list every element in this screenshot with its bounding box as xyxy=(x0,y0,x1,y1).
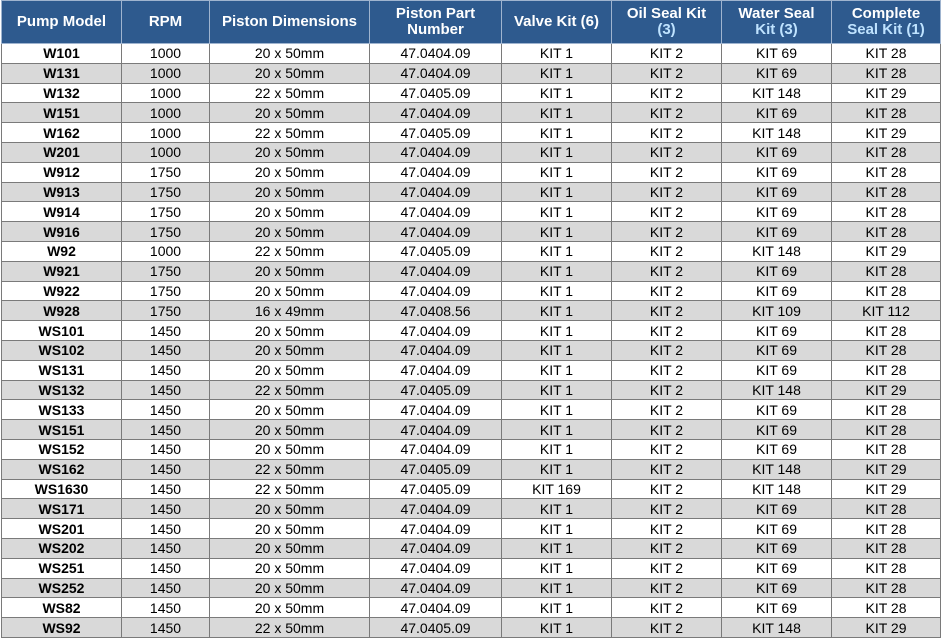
rpm-cell: 1450 xyxy=(122,459,210,479)
piston-dimensions-cell: 20 x 50mm xyxy=(210,222,370,242)
rpm-cell: 1000 xyxy=(122,63,210,83)
piston-part-number-cell: 47.0404.09 xyxy=(370,598,502,618)
water-seal-kit-cell: KIT 148 xyxy=(722,241,832,261)
header-label: Piston Part xyxy=(395,5,476,22)
valve-kit-cell: KIT 1 xyxy=(502,598,612,618)
complete-seal-kit-cell: KIT 28 xyxy=(832,360,941,380)
valve-kit-cell: KIT 1 xyxy=(502,241,612,261)
piston-dimensions-cell: 20 x 50mm xyxy=(210,519,370,539)
table-row xyxy=(2,261,941,281)
table-row xyxy=(2,182,941,202)
oil-seal-kit-cell: KIT 2 xyxy=(612,222,722,242)
table-row xyxy=(2,222,941,242)
water-seal-kit-cell: KIT 69 xyxy=(722,558,832,578)
water-seal-kit-cell: KIT 69 xyxy=(722,499,832,519)
piston-part-number-cell: 47.0404.09 xyxy=(370,182,502,202)
rpm-cell: 1750 xyxy=(122,281,210,301)
valve-kit-cell: KIT 1 xyxy=(502,321,612,341)
piston-part-number-cell: 47.0405.09 xyxy=(370,380,502,400)
header-label: RPM xyxy=(148,13,183,30)
piston-dimensions-cell: 20 x 50mm xyxy=(210,103,370,123)
pump-model-cell: WS162 xyxy=(2,459,122,479)
water-seal-kit-cell: KIT 69 xyxy=(722,162,832,182)
piston-dimensions-cell: 20 x 50mm xyxy=(210,281,370,301)
rpm-cell: 1450 xyxy=(122,558,210,578)
table-row xyxy=(2,301,941,321)
piston-dimensions-cell: 16 x 49mm xyxy=(210,301,370,321)
piston-part-number-header xyxy=(370,1,502,44)
valve-kit-cell: KIT 1 xyxy=(502,618,612,638)
water-seal-kit-cell: KIT 148 xyxy=(722,479,832,499)
water-seal-kit-cell: KIT 109 xyxy=(722,301,832,321)
complete-seal-kit-cell: KIT 28 xyxy=(832,281,941,301)
table-row xyxy=(2,340,941,360)
complete-seal-kit-cell: KIT 29 xyxy=(832,123,941,143)
piston-part-number-cell: 47.0404.09 xyxy=(370,400,502,420)
valve-kit-cell: KIT 169 xyxy=(502,479,612,499)
piston-dimensions-cell: 20 x 50mm xyxy=(210,598,370,618)
rpm-cell: 1450 xyxy=(122,439,210,459)
valve-kit-cell: KIT 1 xyxy=(502,340,612,360)
pump-model-cell: WS82 xyxy=(2,598,122,618)
water-seal-kit-cell: KIT 148 xyxy=(722,380,832,400)
piston-part-number-cell: 47.0404.09 xyxy=(370,281,502,301)
complete-seal-kit-cell: KIT 28 xyxy=(832,538,941,558)
water-seal-kit-cell: KIT 69 xyxy=(722,340,832,360)
valve-kit-cell: KIT 1 xyxy=(502,578,612,598)
pump-model-cell: WS133 xyxy=(2,400,122,420)
table-header xyxy=(2,1,941,44)
rpm-cell: 1450 xyxy=(122,360,210,380)
piston-part-number-cell: 47.0404.09 xyxy=(370,103,502,123)
water-seal-kit-cell: KIT 69 xyxy=(722,360,832,380)
valve-kit-cell: KIT 1 xyxy=(502,420,612,440)
header-sublabel: (3) xyxy=(657,21,676,38)
pump-model-cell: WS151 xyxy=(2,420,122,440)
table-row xyxy=(2,479,941,499)
complete-seal-kit-cell: KIT 28 xyxy=(832,162,941,182)
complete-seal-kit-cell: KIT 29 xyxy=(832,459,941,479)
rpm-cell: 1450 xyxy=(122,519,210,539)
piston-part-number-cell: 47.0404.09 xyxy=(370,558,502,578)
pump-model-cell: W132 xyxy=(2,83,122,103)
table-row xyxy=(2,44,941,64)
piston-dimensions-cell: 22 x 50mm xyxy=(210,459,370,479)
piston-dimensions-cell: 20 x 50mm xyxy=(210,44,370,64)
complete-seal-kit-cell: KIT 28 xyxy=(832,63,941,83)
valve-kit-cell: KIT 1 xyxy=(502,301,612,321)
oil-seal-kit-cell: KIT 2 xyxy=(612,241,722,261)
piston-part-number-cell: 47.0404.09 xyxy=(370,519,502,539)
water-seal-kit-cell: KIT 69 xyxy=(722,202,832,222)
piston-dimensions-cell: 22 x 50mm xyxy=(210,123,370,143)
water-seal-kit-cell: KIT 148 xyxy=(722,618,832,638)
water-seal-kit-cell: KIT 69 xyxy=(722,222,832,242)
piston-dimensions-cell: 22 x 50mm xyxy=(210,83,370,103)
pump-model-cell: W131 xyxy=(2,63,122,83)
valve-kit-cell: KIT 1 xyxy=(502,63,612,83)
piston-dimensions-cell: 22 x 50mm xyxy=(210,380,370,400)
piston-dimensions-cell: 20 x 50mm xyxy=(210,439,370,459)
pump-model-cell: WS92 xyxy=(2,618,122,638)
table-row xyxy=(2,83,941,103)
oil-seal-kit-cell: KIT 2 xyxy=(612,538,722,558)
rpm-cell: 1450 xyxy=(122,340,210,360)
water-seal-kit-cell: KIT 69 xyxy=(722,400,832,420)
rpm-cell: 1450 xyxy=(122,400,210,420)
valve-kit-cell: KIT 1 xyxy=(502,400,612,420)
water-seal-kit-cell: KIT 69 xyxy=(722,519,832,539)
oil-seal-kit-cell: KIT 2 xyxy=(612,103,722,123)
table-row xyxy=(2,519,941,539)
pump-model-cell: WS1630 xyxy=(2,479,122,499)
pump-model-cell: W912 xyxy=(2,162,122,182)
rpm-cell: 1000 xyxy=(122,83,210,103)
piston-part-number-cell: 47.0404.09 xyxy=(370,340,502,360)
oil-seal-kit-cell: KIT 2 xyxy=(612,44,722,64)
oil-seal-kit-cell: KIT 2 xyxy=(612,499,722,519)
oil-seal-kit-cell: KIT 2 xyxy=(612,182,722,202)
valve-kit-cell: KIT 1 xyxy=(502,380,612,400)
oil-seal-kit-header xyxy=(612,1,722,44)
complete-seal-kit-cell: KIT 29 xyxy=(832,618,941,638)
table-row xyxy=(2,400,941,420)
table-row xyxy=(2,241,941,261)
rpm-cell: 1000 xyxy=(122,44,210,64)
complete-seal-kit-cell: KIT 28 xyxy=(832,420,941,440)
pump-model-cell: WS201 xyxy=(2,519,122,539)
complete-seal-kit-cell: KIT 29 xyxy=(832,83,941,103)
oil-seal-kit-cell: KIT 2 xyxy=(612,578,722,598)
pump-model-cell: WS252 xyxy=(2,578,122,598)
water-seal-kit-cell: KIT 69 xyxy=(722,598,832,618)
rpm-cell: 1750 xyxy=(122,261,210,281)
rpm-cell: 1750 xyxy=(122,182,210,202)
valve-kit-cell: KIT 1 xyxy=(502,499,612,519)
valve-kit-cell: KIT 1 xyxy=(502,123,612,143)
piston-part-number-cell: 47.0404.09 xyxy=(370,420,502,440)
piston-dimensions-cell: 20 x 50mm xyxy=(210,321,370,341)
complete-seal-kit-cell: KIT 28 xyxy=(832,519,941,539)
valve-kit-cell: KIT 1 xyxy=(502,519,612,539)
oil-seal-kit-cell: KIT 2 xyxy=(612,261,722,281)
valve-kit-header xyxy=(502,1,612,44)
table-row xyxy=(2,360,941,380)
rpm-cell: 1000 xyxy=(122,103,210,123)
oil-seal-kit-cell: KIT 2 xyxy=(612,301,722,321)
complete-seal-kit-cell: KIT 28 xyxy=(832,499,941,519)
oil-seal-kit-cell: KIT 2 xyxy=(612,142,722,162)
piston-part-number-cell: 47.0405.09 xyxy=(370,83,502,103)
water-seal-kit-cell: KIT 69 xyxy=(722,321,832,341)
complete-seal-kit-header xyxy=(832,1,941,44)
piston-dimensions-cell: 20 x 50mm xyxy=(210,63,370,83)
table-row xyxy=(2,142,941,162)
complete-seal-kit-cell: KIT 28 xyxy=(832,598,941,618)
piston-dimensions-header xyxy=(210,1,370,44)
rpm-cell: 1450 xyxy=(122,598,210,618)
table-row xyxy=(2,499,941,519)
valve-kit-cell: KIT 1 xyxy=(502,182,612,202)
water-seal-kit-cell: KIT 69 xyxy=(722,63,832,83)
oil-seal-kit-cell: KIT 2 xyxy=(612,63,722,83)
rpm-header xyxy=(122,1,210,44)
rpm-cell: 1450 xyxy=(122,578,210,598)
piston-dimensions-cell: 22 x 50mm xyxy=(210,618,370,638)
piston-dimensions-cell: 20 x 50mm xyxy=(210,558,370,578)
oil-seal-kit-cell: KIT 2 xyxy=(612,420,722,440)
oil-seal-kit-cell: KIT 2 xyxy=(612,479,722,499)
complete-seal-kit-cell: KIT 28 xyxy=(832,103,941,123)
pump-model-cell: W92 xyxy=(2,241,122,261)
header-label: Oil Seal Kit xyxy=(626,5,707,22)
table-row xyxy=(2,578,941,598)
oil-seal-kit-cell: KIT 2 xyxy=(612,360,722,380)
pump-model-cell: W151 xyxy=(2,103,122,123)
piston-part-number-cell: 47.0404.09 xyxy=(370,63,502,83)
valve-kit-cell: KIT 1 xyxy=(502,360,612,380)
rpm-cell: 1000 xyxy=(122,123,210,143)
piston-dimensions-cell: 20 x 50mm xyxy=(210,499,370,519)
table-row xyxy=(2,380,941,400)
table-row xyxy=(2,103,941,123)
table-row xyxy=(2,618,941,638)
water-seal-kit-cell: KIT 69 xyxy=(722,420,832,440)
complete-seal-kit-cell: KIT 28 xyxy=(832,142,941,162)
valve-kit-cell: KIT 1 xyxy=(502,222,612,242)
piston-dimensions-cell: 20 x 50mm xyxy=(210,420,370,440)
piston-part-number-cell: 47.0404.09 xyxy=(370,261,502,281)
water-seal-kit-cell: KIT 69 xyxy=(722,281,832,301)
oil-seal-kit-cell: KIT 2 xyxy=(612,380,722,400)
pump-model-cell: W162 xyxy=(2,123,122,143)
rpm-cell: 1450 xyxy=(122,618,210,638)
piston-part-number-cell: 47.0404.09 xyxy=(370,142,502,162)
oil-seal-kit-cell: KIT 2 xyxy=(612,519,722,539)
complete-seal-kit-cell: KIT 28 xyxy=(832,261,941,281)
piston-part-number-cell: 47.0404.09 xyxy=(370,162,502,182)
water-seal-kit-cell: KIT 69 xyxy=(722,103,832,123)
header-sublabel: Kit (3) xyxy=(755,21,798,38)
piston-dimensions-cell: 20 x 50mm xyxy=(210,538,370,558)
piston-part-number-cell: 47.0408.56 xyxy=(370,301,502,321)
header-label: Valve Kit (6) xyxy=(513,13,600,30)
valve-kit-cell: KIT 1 xyxy=(502,83,612,103)
pump-model-cell: W101 xyxy=(2,44,122,64)
valve-kit-cell: KIT 1 xyxy=(502,281,612,301)
complete-seal-kit-cell: KIT 29 xyxy=(832,241,941,261)
valve-kit-cell: KIT 1 xyxy=(502,142,612,162)
water-seal-kit-cell: KIT 69 xyxy=(722,261,832,281)
piston-dimensions-cell: 20 x 50mm xyxy=(210,142,370,162)
table-row xyxy=(2,558,941,578)
complete-seal-kit-cell: KIT 29 xyxy=(832,479,941,499)
piston-dimensions-cell: 20 x 50mm xyxy=(210,400,370,420)
pump-model-cell: WS251 xyxy=(2,558,122,578)
water-seal-kit-cell: KIT 69 xyxy=(722,538,832,558)
oil-seal-kit-cell: KIT 2 xyxy=(612,340,722,360)
table-row xyxy=(2,162,941,182)
piston-part-number-cell: 47.0404.09 xyxy=(370,499,502,519)
complete-seal-kit-cell: KIT 29 xyxy=(832,380,941,400)
pump-model-header xyxy=(2,1,122,44)
piston-part-number-cell: 47.0405.09 xyxy=(370,241,502,261)
pump-model-cell: WS102 xyxy=(2,340,122,360)
oil-seal-kit-cell: KIT 2 xyxy=(612,123,722,143)
piston-dimensions-cell: 22 x 50mm xyxy=(210,479,370,499)
piston-dimensions-cell: 20 x 50mm xyxy=(210,202,370,222)
complete-seal-kit-cell: KIT 28 xyxy=(832,439,941,459)
oil-seal-kit-cell: KIT 2 xyxy=(612,558,722,578)
complete-seal-kit-cell: KIT 28 xyxy=(832,340,941,360)
oil-seal-kit-cell: KIT 2 xyxy=(612,400,722,420)
rpm-cell: 1450 xyxy=(122,321,210,341)
valve-kit-cell: KIT 1 xyxy=(502,439,612,459)
complete-seal-kit-cell: KIT 28 xyxy=(832,202,941,222)
water-seal-kit-header xyxy=(722,1,832,44)
table-row xyxy=(2,202,941,222)
oil-seal-kit-cell: KIT 2 xyxy=(612,162,722,182)
piston-dimensions-cell: 20 x 50mm xyxy=(210,162,370,182)
header-label: Water Seal xyxy=(738,5,815,22)
rpm-cell: 1450 xyxy=(122,538,210,558)
oil-seal-kit-cell: KIT 2 xyxy=(612,459,722,479)
pump-model-cell: W914 xyxy=(2,202,122,222)
valve-kit-cell: KIT 1 xyxy=(502,558,612,578)
piston-part-number-cell: 47.0404.09 xyxy=(370,222,502,242)
oil-seal-kit-cell: KIT 2 xyxy=(612,439,722,459)
table-row xyxy=(2,439,941,459)
header-sublabel: Number xyxy=(407,21,464,38)
rpm-cell: 1750 xyxy=(122,301,210,321)
rpm-cell: 1000 xyxy=(122,241,210,261)
water-seal-kit-cell: KIT 148 xyxy=(722,459,832,479)
table-body xyxy=(2,44,941,638)
table-row xyxy=(2,459,941,479)
table-row xyxy=(2,123,941,143)
header-label: Piston Dimensions xyxy=(221,13,358,30)
piston-part-number-cell: 47.0405.09 xyxy=(370,618,502,638)
valve-kit-cell: KIT 1 xyxy=(502,44,612,64)
rpm-cell: 1450 xyxy=(122,380,210,400)
complete-seal-kit-cell: KIT 112 xyxy=(832,301,941,321)
piston-part-number-cell: 47.0404.09 xyxy=(370,578,502,598)
table-row xyxy=(2,598,941,618)
piston-part-number-cell: 47.0404.09 xyxy=(370,439,502,459)
rpm-cell: 1750 xyxy=(122,162,210,182)
valve-kit-cell: KIT 1 xyxy=(502,162,612,182)
pump-model-cell: WS152 xyxy=(2,439,122,459)
valve-kit-cell: KIT 1 xyxy=(502,103,612,123)
water-seal-kit-cell: KIT 69 xyxy=(722,439,832,459)
complete-seal-kit-cell: KIT 28 xyxy=(832,400,941,420)
pump-model-cell: W922 xyxy=(2,281,122,301)
water-seal-kit-cell: KIT 148 xyxy=(722,83,832,103)
rpm-cell: 1750 xyxy=(122,222,210,242)
pump-model-cell: W921 xyxy=(2,261,122,281)
complete-seal-kit-cell: KIT 28 xyxy=(832,44,941,64)
complete-seal-kit-cell: KIT 28 xyxy=(832,222,941,242)
piston-part-number-cell: 47.0404.09 xyxy=(370,360,502,380)
pump-model-cell: WS132 xyxy=(2,380,122,400)
piston-part-number-cell: 47.0404.09 xyxy=(370,321,502,341)
oil-seal-kit-cell: KIT 2 xyxy=(612,321,722,341)
piston-part-number-cell: 47.0404.09 xyxy=(370,538,502,558)
table-row xyxy=(2,420,941,440)
water-seal-kit-cell: KIT 69 xyxy=(722,44,832,64)
pump-model-cell: WS171 xyxy=(2,499,122,519)
valve-kit-cell: KIT 1 xyxy=(502,459,612,479)
complete-seal-kit-cell: KIT 28 xyxy=(832,578,941,598)
header-row xyxy=(2,1,941,44)
header-label: Complete xyxy=(851,5,921,22)
oil-seal-kit-cell: KIT 2 xyxy=(612,598,722,618)
water-seal-kit-cell: KIT 69 xyxy=(722,578,832,598)
rpm-cell: 1750 xyxy=(122,202,210,222)
piston-dimensions-cell: 20 x 50mm xyxy=(210,578,370,598)
complete-seal-kit-cell: KIT 28 xyxy=(832,321,941,341)
oil-seal-kit-cell: KIT 2 xyxy=(612,202,722,222)
table-row xyxy=(2,321,941,341)
water-seal-kit-cell: KIT 148 xyxy=(722,123,832,143)
piston-dimensions-cell: 20 x 50mm xyxy=(210,182,370,202)
piston-part-number-cell: 47.0405.09 xyxy=(370,123,502,143)
valve-kit-cell: KIT 1 xyxy=(502,538,612,558)
rpm-cell: 1000 xyxy=(122,142,210,162)
water-seal-kit-cell: KIT 69 xyxy=(722,142,832,162)
rpm-cell: 1450 xyxy=(122,420,210,440)
oil-seal-kit-cell: KIT 2 xyxy=(612,281,722,301)
complete-seal-kit-cell: KIT 28 xyxy=(832,558,941,578)
complete-seal-kit-cell: KIT 28 xyxy=(832,182,941,202)
piston-part-number-cell: 47.0405.09 xyxy=(370,459,502,479)
table-row xyxy=(2,63,941,83)
valve-kit-cell: KIT 1 xyxy=(502,261,612,281)
valve-kit-cell: KIT 1 xyxy=(502,202,612,222)
oil-seal-kit-cell: KIT 2 xyxy=(612,618,722,638)
pump-model-cell: WS101 xyxy=(2,321,122,341)
piston-dimensions-cell: 20 x 50mm xyxy=(210,261,370,281)
piston-part-number-cell: 47.0405.09 xyxy=(370,479,502,499)
table-row xyxy=(2,281,941,301)
header-label: Pump Model xyxy=(16,13,107,30)
oil-seal-kit-cell: KIT 2 xyxy=(612,83,722,103)
pump-model-cell: W916 xyxy=(2,222,122,242)
piston-dimensions-cell: 20 x 50mm xyxy=(210,340,370,360)
pump-model-cell: WS131 xyxy=(2,360,122,380)
piston-part-number-cell: 47.0404.09 xyxy=(370,44,502,64)
piston-part-number-cell: 47.0404.09 xyxy=(370,202,502,222)
rpm-cell: 1450 xyxy=(122,499,210,519)
rpm-cell: 1450 xyxy=(122,479,210,499)
piston-dimensions-cell: 22 x 50mm xyxy=(210,241,370,261)
pump-parts-table xyxy=(1,0,941,638)
pump-model-cell: W913 xyxy=(2,182,122,202)
table-row xyxy=(2,538,941,558)
piston-dimensions-cell: 20 x 50mm xyxy=(210,360,370,380)
pump-model-cell: WS202 xyxy=(2,538,122,558)
header-sublabel: Seal Kit (1) xyxy=(847,21,925,38)
water-seal-kit-cell: KIT 69 xyxy=(722,182,832,202)
pump-model-cell: W928 xyxy=(2,301,122,321)
pump-model-cell: W201 xyxy=(2,142,122,162)
